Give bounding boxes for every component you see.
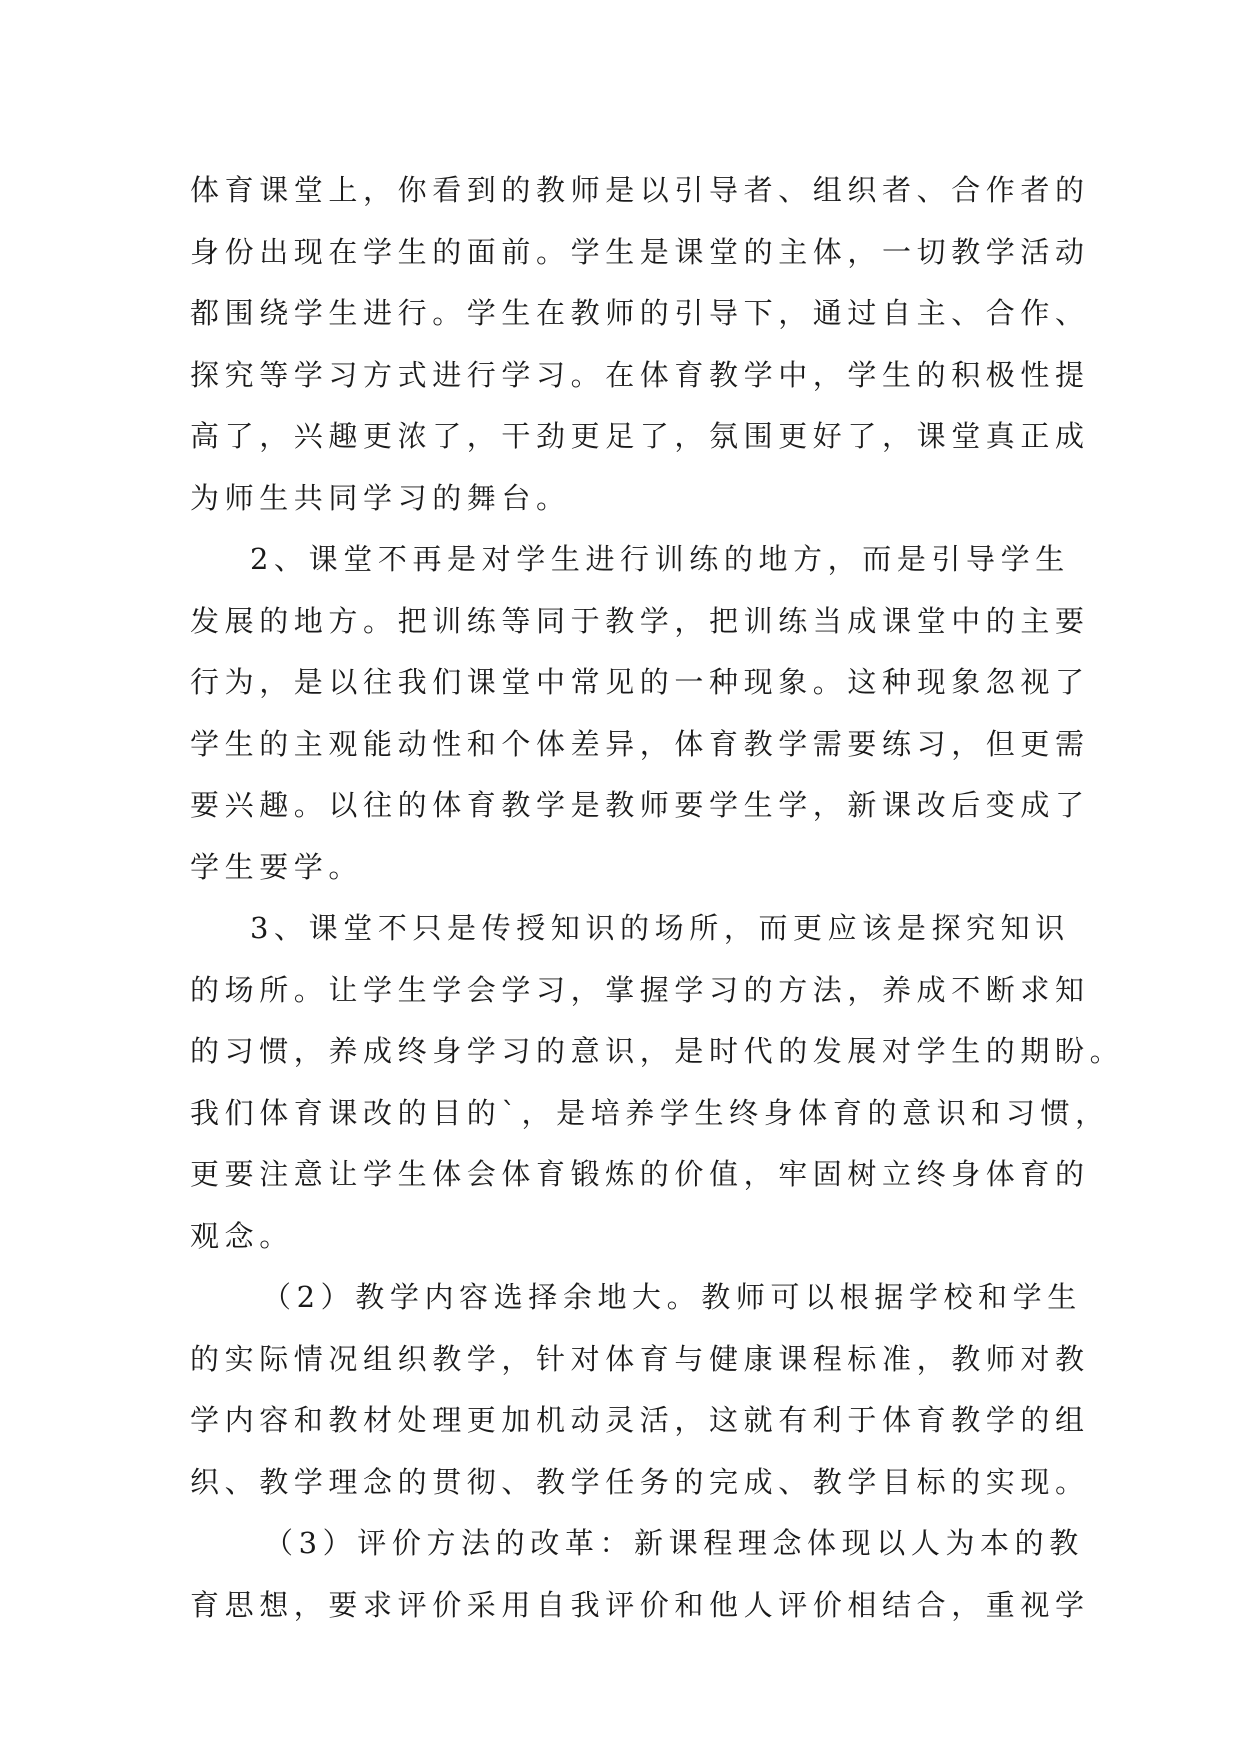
paragraph-item-2-start: （2）教学内容选择余地大。教师可以根据学校和学生 bbox=[262, 1280, 1082, 1314]
text-line: 织、教学理念的贯彻、教学任务的完成、教学目标的实现。 bbox=[190, 1464, 1090, 1499]
paragraph-2-start: 2、课堂不再是对学生进行训练的地方，而是引导学生 bbox=[250, 542, 1070, 576]
text-line: 的实际情况组织教学，针对体育与健康课程标准，教师对教 bbox=[190, 1341, 1090, 1376]
text-line: 都围绕学生进行。学生在教师的引导下，通过自主、合作、 bbox=[190, 296, 1090, 330]
text-line: 身份出现在学生的面前。学生是课堂的主体，一切教学活动 bbox=[190, 234, 1090, 269]
paragraph-3-start: 3、课堂不只是传授知识的场所，而更应该是探究知识 bbox=[250, 911, 1070, 945]
text-line: 学生要学。 bbox=[190, 849, 364, 884]
paragraph-item-3-start: （3）评价方法的改革：新课程理念体现以人为本的教 bbox=[264, 1526, 1084, 1560]
text-line: 学内容和教材处理更加机动灵活，这就有利于体育教学的组 bbox=[190, 1403, 1090, 1437]
text-line: 为师生共同学习的舞台。 bbox=[190, 480, 571, 515]
text-line: 更要注意让学生体会体育锻炼的价值，牢固树立终身体育的 bbox=[190, 1157, 1090, 1191]
text-line: 要兴趣。以往的体育教学是教师要学生学，新课改后变成了 bbox=[190, 788, 1090, 822]
text-line: 行为，是以往我们课堂中常见的一种现象。这种现象忽视了 bbox=[190, 665, 1090, 699]
text-line: 的场所。让学生学会学习，掌握学习的方法，养成不断求知 bbox=[190, 972, 1090, 1007]
body-text bbox=[190, 160, 1125, 1636]
text-line: 我们体育课改的目的`，是培养学生终身体育的意识和习惯， bbox=[190, 1095, 1110, 1130]
text-line: 探究等学习方式进行学习。在体育教学中，学生的积极性提 bbox=[190, 357, 1090, 392]
text-line: 育思想，要求评价采用自我评价和他人评价相结合，重视学 bbox=[190, 1587, 1090, 1622]
text-line: 学生的主观能动性和个体差异，体育教学需要练习，但更需 bbox=[190, 726, 1090, 761]
text-line: 高了，兴趣更浓了，干劲更足了，氛围更好了，课堂真正成 bbox=[190, 419, 1090, 453]
text-line: 观念。 bbox=[190, 1218, 294, 1253]
text-line: 体育课堂上，你看到的教师是以引导者、组织者、合作者的 bbox=[190, 173, 1090, 207]
text-line: 发展的地方。把训练等同于教学，把训练当成课堂中的主要 bbox=[190, 603, 1090, 638]
text-line: 的习惯，养成终身学习的意识，是时代的发展对学生的期盼。 bbox=[190, 1034, 1125, 1068]
